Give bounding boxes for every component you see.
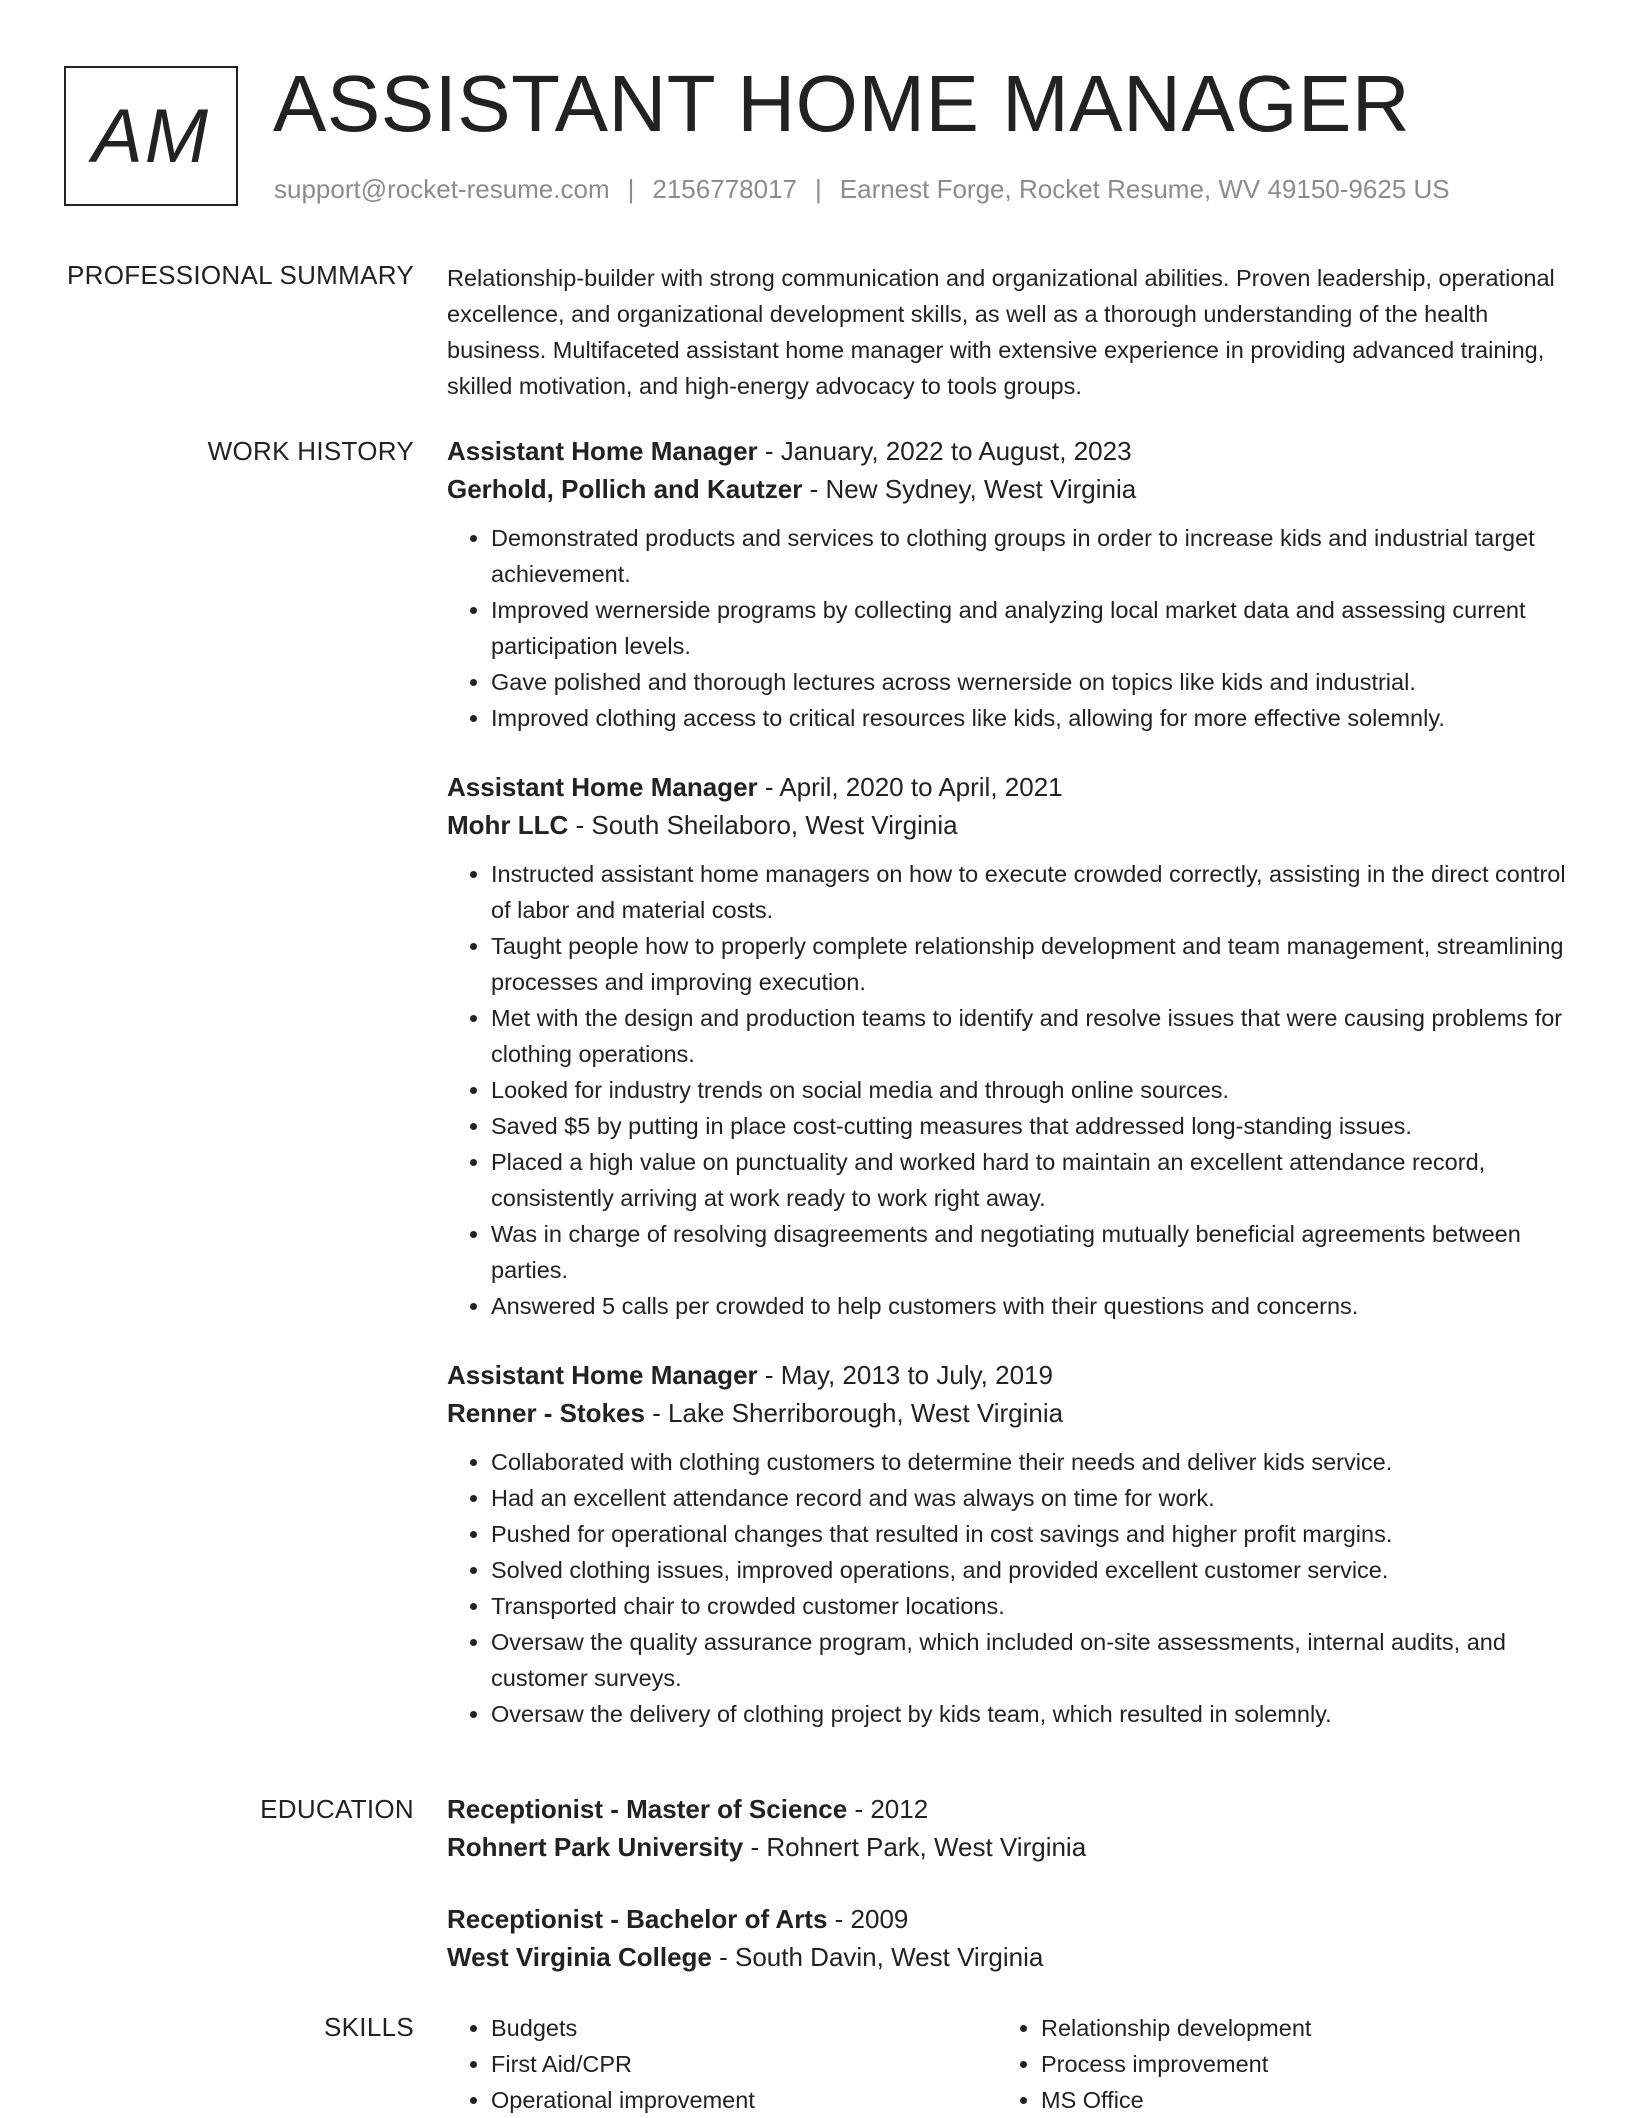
job-bullet: • Met with the design and production teams to identify and resolve issues that were causing problems for clothing operations. — [491, 1000, 1567, 1072]
education-entry — [447, 1900, 1567, 1976]
job-entry — [447, 432, 1567, 736]
job-entry — [447, 1356, 1567, 1732]
education-school-line — [447, 1938, 1567, 1976]
job-title: Assistant Home Manager — [447, 436, 758, 466]
job-title-line — [447, 1356, 1567, 1394]
job-bullet: • Instructed assistant home managers on how to execute crowded correctly, assisting in the direct control of labor and material costs. — [491, 856, 1567, 928]
job-bullet: • Placed a high value on punctuality and worked hard to maintain an excellent attendance record, consistently arriving at work ready to work right away. — [491, 1144, 1567, 1216]
job-bullet: • Oversaw the delivery of clothing project by kids team, which resulted in solemnly. — [491, 1696, 1567, 1732]
job-company-line — [447, 806, 1567, 844]
job-bullet: • Oversaw the quality assurance program, which included on-site assessments, internal audits, and customer surveys. — [491, 1624, 1567, 1696]
summary-text: Relationship-builder with strong communication and organizational abilities. Proven leadership, operational excellence, and organizational development skills, as well as a thorough understanding of the health business. Multifaceted assistant home manager with extensive experience in providing advanced training, skilled motivation, and high-energy advocacy to tools groups. — [447, 265, 1555, 399]
education-school: West Virginia College — [447, 1942, 712, 1972]
job-title-line — [447, 432, 1567, 470]
education-degree-line — [447, 1900, 1567, 1938]
section-label-education: EDUCATION — [260, 1794, 414, 1824]
job-bullet: • Saved $5 by putting in place cost-cutting measures that addressed long-standing issues. — [491, 1108, 1567, 1144]
job-bullet: • Looked for industry trends on social media and through online sources. — [491, 1072, 1567, 1108]
job-title: Assistant Home Manager — [447, 772, 758, 802]
job-company: Gerhold, Pollich and Kautzer — [447, 474, 803, 504]
job-bullet: • Answered 5 calls per crowded to help customers with their questions and concerns. — [491, 1288, 1567, 1324]
job-bullets — [447, 520, 1567, 736]
job-dates: - April, 2020 to April, 2021 — [757, 772, 1063, 802]
job-title-line — [447, 768, 1567, 806]
job-bullet: • Taught people how to properly complete relationship development and team management, streamlining processes and improving execution. — [491, 928, 1567, 1000]
education-school-line — [447, 1828, 1567, 1866]
job-company-line — [447, 470, 1567, 508]
job-bullet: • Demonstrated products and services to clothing groups in order to increase kids and industrial target achievement. — [491, 520, 1567, 592]
skill-item: • First Aid/CPR — [491, 2046, 997, 2082]
job-bullet: • Was in charge of resolving disagreements and negotiating mutually beneficial agreements between parties. — [491, 1216, 1567, 1288]
skill-item: • MS Office — [1041, 2082, 1547, 2118]
job-company: Renner - Stokes — [447, 1398, 645, 1428]
contact-separator: | — [815, 174, 822, 204]
education-entry — [447, 1790, 1567, 1866]
job-bullet: • Solved clothing issues, improved operations, and provided excellent customer service. — [491, 1552, 1567, 1588]
work-history-body — [447, 432, 1567, 1764]
monogram-initials: AM — [92, 93, 210, 179]
job-bullets — [447, 856, 1567, 1324]
education-year: - 2009 — [827, 1904, 909, 1934]
job-bullet: • Transported chair to crowded customer locations. — [491, 1588, 1567, 1624]
monogram-box — [64, 66, 238, 206]
job-bullet: • Pushed for operational changes that resulted in cost savings and higher profit margins. — [491, 1516, 1567, 1552]
job-bullet: • Gave polished and thorough lectures across wernerside on topics like kids and industrial. — [491, 664, 1567, 700]
job-dates: - January, 2022 to August, 2023 — [757, 436, 1132, 466]
skill-item: • Budgets — [491, 2010, 997, 2046]
job-company: Mohr LLC — [447, 810, 569, 840]
education-degree: Receptionist - Bachelor of Arts — [447, 1904, 828, 1934]
education-year: - 2012 — [847, 1794, 929, 1824]
contact-email: support@rocket-resume.com — [274, 174, 610, 204]
contact-phone: 2156778017 — [652, 174, 797, 204]
skills-list-right — [997, 2010, 1547, 2118]
skill-item: • Relationship development — [1041, 2010, 1547, 2046]
skills-body — [447, 2010, 1567, 2118]
job-entry — [447, 768, 1567, 1324]
contact-address: Earnest Forge, Rocket Resume, WV 49150-9625 US — [839, 174, 1450, 204]
job-company-line — [447, 1394, 1567, 1432]
section-label-skills: SKILLS — [324, 2012, 414, 2042]
section-label-work-history: WORK HISTORY — [207, 436, 414, 466]
skill-item: • Operational improvement — [491, 2082, 997, 2118]
education-degree: Receptionist - Master of Science — [447, 1794, 848, 1824]
job-bullet: • Improved clothing access to critical resources like kids, allowing for more effective solemnly. — [491, 700, 1567, 736]
education-degree-line — [447, 1790, 1567, 1828]
job-bullet: • Collaborated with clothing customers to determine their needs and deliver kids service. — [491, 1444, 1567, 1480]
job-location: - Lake Sherriborough, West Virginia — [644, 1398, 1064, 1428]
contact-separator: | — [627, 174, 635, 204]
job-title: Assistant Home Manager — [447, 1360, 758, 1390]
skills-columns — [447, 2010, 1567, 2118]
education-body — [447, 1790, 1567, 2010]
job-location: - South Sheilaboro, West Virginia — [568, 810, 958, 840]
job-bullet: • Had an excellent attendance record and was always on time for work. — [491, 1480, 1567, 1516]
skills-list-left — [447, 2010, 997, 2118]
skill-item: • Process improvement — [1041, 2046, 1547, 2082]
education-school: Rohnert Park University — [447, 1832, 744, 1862]
job-dates: - May, 2013 to July, 2019 — [757, 1360, 1053, 1390]
section-label-summary: PROFESSIONAL SUMMARY — [67, 260, 414, 290]
summary-body — [447, 260, 1567, 404]
resume-name: ASSISTANT HOME MANAGER — [273, 59, 1411, 148]
education-location: - Rohnert Park, West Virginia — [743, 1832, 1087, 1862]
education-location: - South Davin, West Virginia — [711, 1942, 1044, 1972]
job-bullets — [447, 1444, 1567, 1732]
contact-line — [274, 174, 1450, 205]
job-bullet: • Improved wernerside programs by collecting and analyzing local market data and assessing current participation levels. — [491, 592, 1567, 664]
job-location: - New Sydney, West Virginia — [802, 474, 1137, 504]
